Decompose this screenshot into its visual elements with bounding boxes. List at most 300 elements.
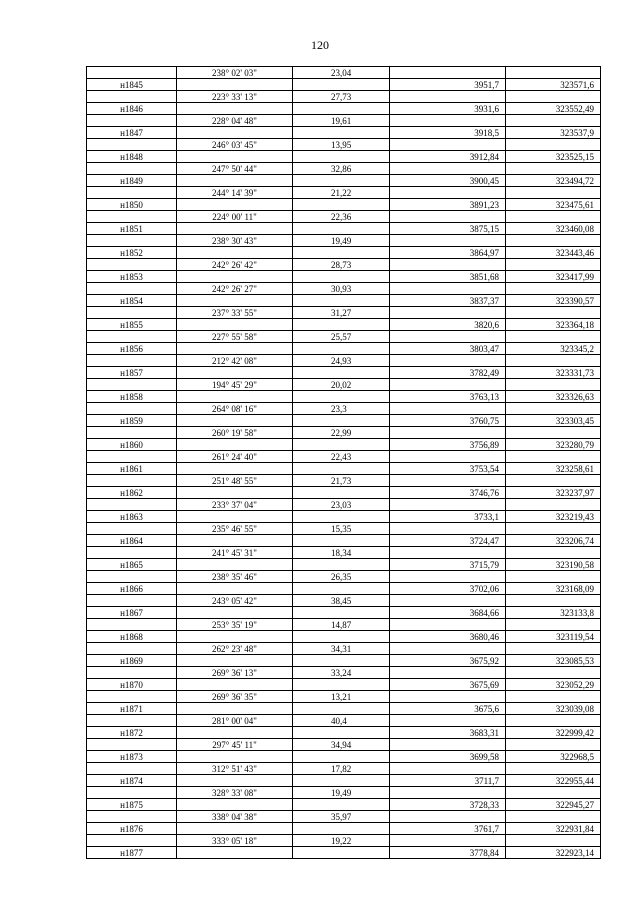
- angle-cell-empty: [177, 79, 293, 91]
- length-cell-empty: [293, 583, 390, 595]
- point-name-cell: н1877: [87, 847, 177, 859]
- length-cell-empty: [293, 79, 390, 91]
- direction-angle-cell: 269° 36' 13": [177, 667, 293, 679]
- point-name-cell: н1858: [87, 391, 177, 403]
- point-cell-empty: [87, 523, 177, 535]
- length-cell-empty: [293, 679, 390, 691]
- segment-length-cell: 34,94: [293, 739, 390, 751]
- point-name-cell: н1863: [87, 511, 177, 523]
- y-cell-empty: [506, 403, 601, 415]
- length-cell-empty: [293, 799, 390, 811]
- y-cell-empty: [506, 619, 601, 631]
- point-name-cell: н1876: [87, 823, 177, 835]
- x-coordinate-cell: 3684,66: [390, 607, 506, 619]
- x-cell-empty: [390, 499, 506, 511]
- segment-length-cell: 15,35: [293, 523, 390, 535]
- y-cell-empty: [506, 139, 601, 151]
- segment-length-cell: 17,82: [293, 763, 390, 775]
- point-cell-empty: [87, 187, 177, 199]
- point-cell-empty: [87, 715, 177, 727]
- point-row: [87, 487, 601, 499]
- x-coordinate-cell: 3761,7: [390, 823, 506, 835]
- angle-cell-empty: [177, 727, 293, 739]
- segment-row: [87, 475, 601, 487]
- y-cell-empty: [506, 811, 601, 823]
- point-cell-empty: [87, 451, 177, 463]
- point-row: [87, 79, 601, 91]
- direction-angle-cell: 224° 00' 11": [177, 211, 293, 223]
- y-coordinate-cell: 323331,73: [506, 367, 601, 379]
- segment-length-cell: 23,04: [293, 67, 390, 79]
- angle-cell-empty: [177, 799, 293, 811]
- point-row: [87, 583, 601, 595]
- angle-cell-empty: [177, 511, 293, 523]
- x-cell-empty: [390, 523, 506, 535]
- x-coordinate-cell: 3675,69: [390, 679, 506, 691]
- direction-angle-cell: 261° 24' 40": [177, 451, 293, 463]
- x-cell-empty: [390, 67, 506, 79]
- point-row: [87, 343, 601, 355]
- x-cell-empty: [390, 403, 506, 415]
- length-cell-empty: [293, 223, 390, 235]
- segment-length-cell: 40,4: [293, 715, 390, 727]
- direction-angle-cell: 312° 51' 43": [177, 763, 293, 775]
- angle-cell-empty: [177, 415, 293, 427]
- y-cell-empty: [506, 307, 601, 319]
- x-coordinate-cell: 3733,1: [390, 511, 506, 523]
- segment-row: [87, 379, 601, 391]
- point-name-cell: н1852: [87, 247, 177, 259]
- y-cell-empty: [506, 571, 601, 583]
- segment-row: [87, 235, 601, 247]
- y-coordinate-cell: 323326,63: [506, 391, 601, 403]
- segment-length-cell: 19,49: [293, 235, 390, 247]
- segment-length-cell: 28,73: [293, 259, 390, 271]
- segment-length-cell: 22,43: [293, 451, 390, 463]
- y-coordinate-cell: 323390,57: [506, 295, 601, 307]
- angle-cell-empty: [177, 487, 293, 499]
- y-cell-empty: [506, 451, 601, 463]
- x-coordinate-cell: 3763,13: [390, 391, 506, 403]
- point-row: [87, 271, 601, 283]
- point-cell-empty: [87, 427, 177, 439]
- angle-cell-empty: [177, 151, 293, 163]
- y-cell-empty: [506, 331, 601, 343]
- y-cell-empty: [506, 211, 601, 223]
- point-cell-empty: [87, 475, 177, 487]
- segment-row: [87, 499, 601, 511]
- point-cell-empty: [87, 595, 177, 607]
- x-coordinate-cell: 3715,79: [390, 559, 506, 571]
- y-coordinate-cell: 323190,58: [506, 559, 601, 571]
- point-cell-empty: [87, 259, 177, 271]
- point-row: [87, 439, 601, 451]
- segment-length-cell: 13,95: [293, 139, 390, 151]
- segment-row: [87, 763, 601, 775]
- segment-length-cell: 32,86: [293, 163, 390, 175]
- segment-length-cell: 23,3: [293, 403, 390, 415]
- x-coordinate-cell: 3931,6: [390, 103, 506, 115]
- angle-cell-empty: [177, 823, 293, 835]
- point-name-cell: н1857: [87, 367, 177, 379]
- x-coordinate-cell: 3951,7: [390, 79, 506, 91]
- x-coordinate-cell: 3803,47: [390, 343, 506, 355]
- angle-cell-empty: [177, 271, 293, 283]
- point-name-cell: н1853: [87, 271, 177, 283]
- x-cell-empty: [390, 619, 506, 631]
- x-coordinate-cell: 3753,54: [390, 463, 506, 475]
- length-cell-empty: [293, 151, 390, 163]
- angle-cell-empty: [177, 439, 293, 451]
- direction-angle-cell: 238° 02' 03": [177, 67, 293, 79]
- segment-row: [87, 211, 601, 223]
- point-row: [87, 607, 601, 619]
- y-cell-empty: [506, 475, 601, 487]
- segment-row: [87, 307, 601, 319]
- y-cell-empty: [506, 667, 601, 679]
- segment-row: [87, 67, 601, 79]
- point-cell-empty: [87, 211, 177, 223]
- point-name-cell: н1872: [87, 727, 177, 739]
- x-cell-empty: [390, 643, 506, 655]
- y-coordinate-cell: 323475,61: [506, 199, 601, 211]
- y-cell-empty: [506, 355, 601, 367]
- length-cell-empty: [293, 439, 390, 451]
- point-name-cell: н1859: [87, 415, 177, 427]
- point-row: [87, 319, 601, 331]
- segment-length-cell: 23,03: [293, 499, 390, 511]
- coordinate-table-body: [87, 67, 601, 859]
- segment-row: [87, 139, 601, 151]
- segment-row: [87, 643, 601, 655]
- direction-angle-cell: 244° 14' 39": [177, 187, 293, 199]
- direction-angle-cell: 338° 04' 38": [177, 811, 293, 823]
- segment-row: [87, 259, 601, 271]
- segment-row: [87, 331, 601, 343]
- segment-length-cell: 19,49: [293, 787, 390, 799]
- segment-length-cell: 25,57: [293, 331, 390, 343]
- x-cell-empty: [390, 379, 506, 391]
- x-coordinate-cell: 3864,97: [390, 247, 506, 259]
- y-cell-empty: [506, 523, 601, 535]
- y-cell-empty: [506, 67, 601, 79]
- angle-cell-empty: [177, 703, 293, 715]
- point-row: [87, 703, 601, 715]
- segment-row: [87, 163, 601, 175]
- length-cell-empty: [293, 103, 390, 115]
- x-cell-empty: [390, 355, 506, 367]
- x-coordinate-cell: 3851,68: [390, 271, 506, 283]
- y-coordinate-cell: 323364,18: [506, 319, 601, 331]
- point-name-cell: н1856: [87, 343, 177, 355]
- segment-length-cell: 21,73: [293, 475, 390, 487]
- direction-angle-cell: 297° 45' 11": [177, 739, 293, 751]
- segment-length-cell: 31,27: [293, 307, 390, 319]
- y-coordinate-cell: 323237,97: [506, 487, 601, 499]
- x-cell-empty: [390, 163, 506, 175]
- length-cell-empty: [293, 343, 390, 355]
- x-cell-empty: [390, 187, 506, 199]
- coordinate-table: [86, 66, 601, 859]
- angle-cell-empty: [177, 631, 293, 643]
- segment-length-cell: 13,21: [293, 691, 390, 703]
- point-row: [87, 535, 601, 547]
- y-coordinate-cell: 322955,44: [506, 775, 601, 787]
- y-cell-empty: [506, 739, 601, 751]
- angle-cell-empty: [177, 559, 293, 571]
- point-row: [87, 391, 601, 403]
- segment-length-cell: 26,35: [293, 571, 390, 583]
- x-cell-empty: [390, 427, 506, 439]
- x-cell-empty: [390, 571, 506, 583]
- x-cell-empty: [390, 787, 506, 799]
- direction-angle-cell: 233° 37' 04": [177, 499, 293, 511]
- y-cell-empty: [506, 259, 601, 271]
- segment-length-cell: 27,73: [293, 91, 390, 103]
- y-coordinate-cell: 322968,5: [506, 751, 601, 763]
- y-coordinate-cell: 323133,8: [506, 607, 601, 619]
- segment-row: [87, 739, 601, 751]
- x-coordinate-cell: 3746,76: [390, 487, 506, 499]
- direction-angle-cell: 238° 30' 43": [177, 235, 293, 247]
- angle-cell-empty: [177, 847, 293, 859]
- point-cell-empty: [87, 379, 177, 391]
- x-cell-empty: [390, 115, 506, 127]
- segment-row: [87, 595, 601, 607]
- y-coordinate-cell: 323417,99: [506, 271, 601, 283]
- direction-angle-cell: 241° 45' 31": [177, 547, 293, 559]
- y-coordinate-cell: 323206,74: [506, 535, 601, 547]
- point-row: [87, 559, 601, 571]
- y-cell-empty: [506, 643, 601, 655]
- y-cell-empty: [506, 547, 601, 559]
- angle-cell-empty: [177, 103, 293, 115]
- direction-angle-cell: 242° 26' 27": [177, 283, 293, 295]
- point-row: [87, 775, 601, 787]
- x-cell-empty: [390, 835, 506, 847]
- y-coordinate-cell: 323552,49: [506, 103, 601, 115]
- point-row: [87, 415, 601, 427]
- direction-angle-cell: 243° 05' 42": [177, 595, 293, 607]
- direction-angle-cell: 228° 04' 48": [177, 115, 293, 127]
- point-name-cell: н1870: [87, 679, 177, 691]
- x-coordinate-cell: 3702,06: [390, 583, 506, 595]
- point-row: [87, 823, 601, 835]
- segment-row: [87, 667, 601, 679]
- point-row: [87, 799, 601, 811]
- angle-cell-empty: [177, 319, 293, 331]
- y-coordinate-cell: 322945,27: [506, 799, 601, 811]
- segment-row: [87, 355, 601, 367]
- y-cell-empty: [506, 283, 601, 295]
- point-row: [87, 223, 601, 235]
- length-cell-empty: [293, 175, 390, 187]
- point-name-cell: н1864: [87, 535, 177, 547]
- point-name-cell: н1874: [87, 775, 177, 787]
- point-cell-empty: [87, 787, 177, 799]
- point-cell-empty: [87, 355, 177, 367]
- angle-cell-empty: [177, 751, 293, 763]
- direction-angle-cell: 246° 03' 45": [177, 139, 293, 151]
- x-cell-empty: [390, 91, 506, 103]
- y-coordinate-cell: 323443,46: [506, 247, 601, 259]
- point-row: [87, 511, 601, 523]
- point-row: [87, 151, 601, 163]
- direction-angle-cell: 328° 33' 08": [177, 787, 293, 799]
- segment-length-cell: 30,93: [293, 283, 390, 295]
- segment-row: [87, 835, 601, 847]
- segment-row: [87, 523, 601, 535]
- direction-angle-cell: 253° 35' 19": [177, 619, 293, 631]
- length-cell-empty: [293, 199, 390, 211]
- segment-length-cell: 34,31: [293, 643, 390, 655]
- y-coordinate-cell: 323085,53: [506, 655, 601, 667]
- length-cell-empty: [293, 823, 390, 835]
- y-cell-empty: [506, 715, 601, 727]
- direction-angle-cell: 251° 48' 55": [177, 475, 293, 487]
- direction-angle-cell: 333° 05' 18": [177, 835, 293, 847]
- point-cell-empty: [87, 571, 177, 583]
- point-cell-empty: [87, 691, 177, 703]
- page-number: 120: [311, 38, 329, 52]
- point-cell-empty: [87, 67, 177, 79]
- length-cell-empty: [293, 631, 390, 643]
- angle-cell-empty: [177, 199, 293, 211]
- point-row: [87, 175, 601, 187]
- length-cell-empty: [293, 559, 390, 571]
- y-coordinate-cell: 323460,08: [506, 223, 601, 235]
- y-coordinate-cell: 323303,45: [506, 415, 601, 427]
- y-cell-empty: [506, 763, 601, 775]
- y-cell-empty: [506, 235, 601, 247]
- segment-length-cell: 35,97: [293, 811, 390, 823]
- x-cell-empty: [390, 283, 506, 295]
- point-cell-empty: [87, 115, 177, 127]
- segment-row: [87, 427, 601, 439]
- x-cell-empty: [390, 595, 506, 607]
- x-coordinate-cell: 3711,7: [390, 775, 506, 787]
- direction-angle-cell: 235° 46' 55": [177, 523, 293, 535]
- point-cell-empty: [87, 91, 177, 103]
- point-name-cell: н1850: [87, 199, 177, 211]
- direction-angle-cell: 212° 42' 08": [177, 355, 293, 367]
- point-name-cell: н1846: [87, 103, 177, 115]
- x-cell-empty: [390, 763, 506, 775]
- length-cell-empty: [293, 247, 390, 259]
- point-name-cell: н1849: [87, 175, 177, 187]
- x-coordinate-cell: 3782,49: [390, 367, 506, 379]
- direction-angle-cell: 242° 26' 42": [177, 259, 293, 271]
- angle-cell-empty: [177, 175, 293, 187]
- x-cell-empty: [390, 715, 506, 727]
- x-cell-empty: [390, 691, 506, 703]
- segment-row: [87, 451, 601, 463]
- length-cell-empty: [293, 751, 390, 763]
- segment-length-cell: 24,93: [293, 355, 390, 367]
- y-coordinate-cell: 323258,61: [506, 463, 601, 475]
- x-coordinate-cell: 3778,84: [390, 847, 506, 859]
- angle-cell-empty: [177, 655, 293, 667]
- point-name-cell: н1875: [87, 799, 177, 811]
- segment-row: [87, 811, 601, 823]
- point-cell-empty: [87, 307, 177, 319]
- y-coordinate-cell: 323345,2: [506, 343, 601, 355]
- y-coordinate-cell: 323537,9: [506, 127, 601, 139]
- x-cell-empty: [390, 739, 506, 751]
- y-cell-empty: [506, 691, 601, 703]
- length-cell-empty: [293, 727, 390, 739]
- length-cell-empty: [293, 511, 390, 523]
- segment-row: [87, 91, 601, 103]
- y-cell-empty: [506, 115, 601, 127]
- segment-row: [87, 715, 601, 727]
- segment-length-cell: 22,99: [293, 427, 390, 439]
- point-row: [87, 727, 601, 739]
- x-coordinate-cell: 3728,33: [390, 799, 506, 811]
- point-cell-empty: [87, 619, 177, 631]
- x-cell-empty: [390, 451, 506, 463]
- point-cell-empty: [87, 763, 177, 775]
- point-cell-empty: [87, 283, 177, 295]
- point-row: [87, 847, 601, 859]
- length-cell-empty: [293, 775, 390, 787]
- point-name-cell: н1860: [87, 439, 177, 451]
- length-cell-empty: [293, 847, 390, 859]
- point-row: [87, 295, 601, 307]
- x-cell-empty: [390, 259, 506, 271]
- point-cell-empty: [87, 643, 177, 655]
- segment-length-cell: 22,36: [293, 211, 390, 223]
- x-coordinate-cell: 3912,84: [390, 151, 506, 163]
- x-cell-empty: [390, 235, 506, 247]
- direction-angle-cell: 247° 50' 44": [177, 163, 293, 175]
- angle-cell-empty: [177, 295, 293, 307]
- segment-length-cell: 18,34: [293, 547, 390, 559]
- x-cell-empty: [390, 211, 506, 223]
- x-coordinate-cell: 3875,15: [390, 223, 506, 235]
- angle-cell-empty: [177, 679, 293, 691]
- point-name-cell: н1851: [87, 223, 177, 235]
- segment-length-cell: 19,22: [293, 835, 390, 847]
- point-cell-empty: [87, 739, 177, 751]
- y-cell-empty: [506, 187, 601, 199]
- direction-angle-cell: 223° 33' 13": [177, 91, 293, 103]
- x-cell-empty: [390, 307, 506, 319]
- x-coordinate-cell: 3680,46: [390, 631, 506, 643]
- angle-cell-empty: [177, 535, 293, 547]
- segment-row: [87, 403, 601, 415]
- point-cell-empty: [87, 811, 177, 823]
- length-cell-empty: [293, 703, 390, 715]
- length-cell-empty: [293, 367, 390, 379]
- length-cell-empty: [293, 535, 390, 547]
- point-row: [87, 751, 601, 763]
- point-row: [87, 631, 601, 643]
- y-cell-empty: [506, 787, 601, 799]
- segment-length-cell: 33,24: [293, 667, 390, 679]
- x-coordinate-cell: 3820,6: [390, 319, 506, 331]
- x-coordinate-cell: 3675,6: [390, 703, 506, 715]
- point-name-cell: н1873: [87, 751, 177, 763]
- point-cell-empty: [87, 163, 177, 175]
- direction-angle-cell: 262° 23' 48": [177, 643, 293, 655]
- point-name-cell: н1866: [87, 583, 177, 595]
- y-coordinate-cell: 323280,79: [506, 439, 601, 451]
- y-cell-empty: [506, 379, 601, 391]
- angle-cell-empty: [177, 463, 293, 475]
- y-cell-empty: [506, 595, 601, 607]
- point-row: [87, 679, 601, 691]
